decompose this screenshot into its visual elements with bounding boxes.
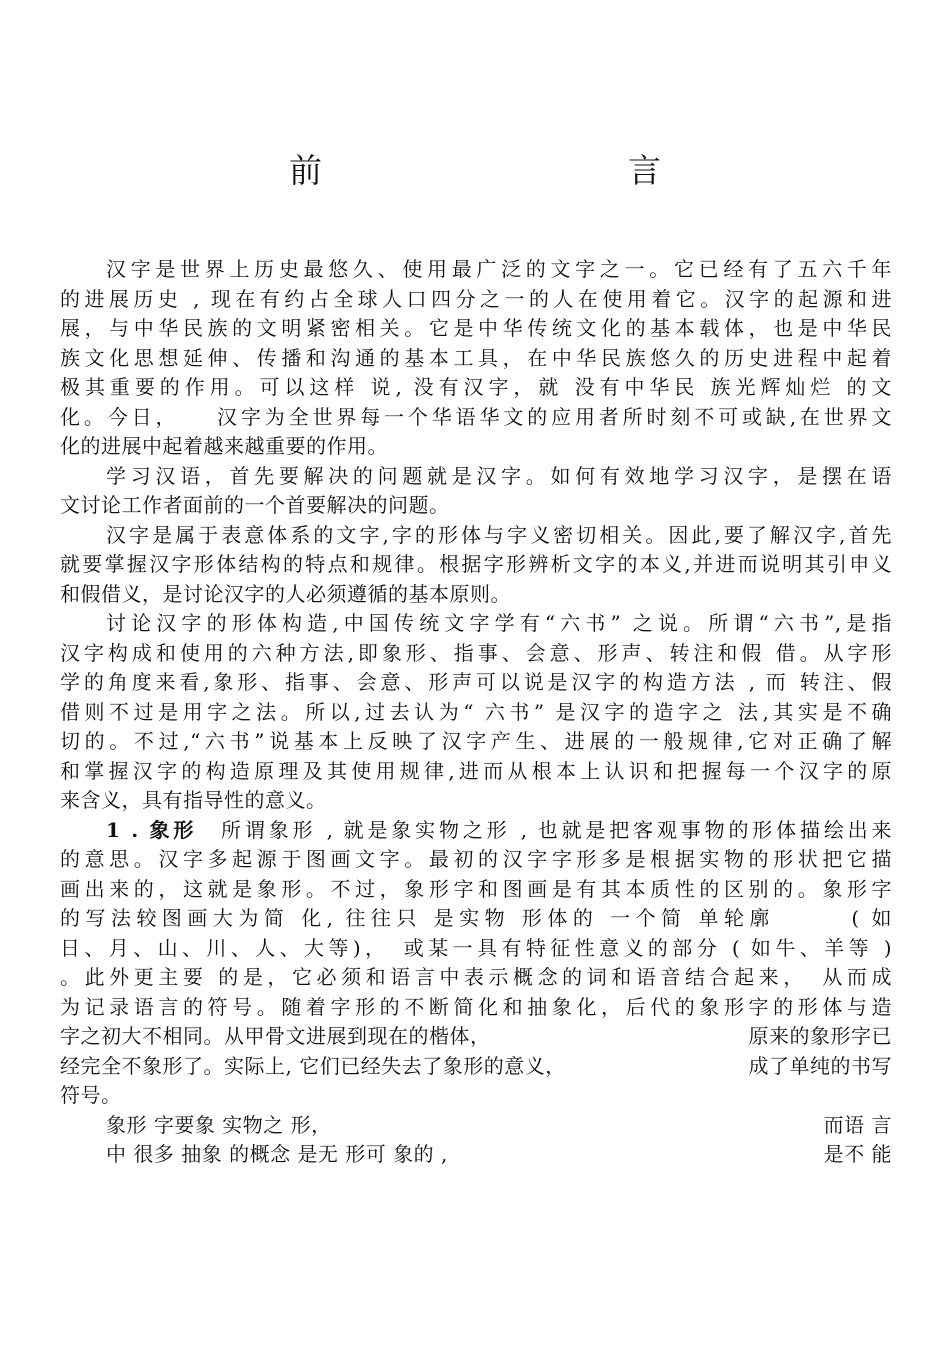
section-heading: 1 . 象形 (106, 817, 198, 842)
text-span: 原来的象形字已 (748, 1024, 892, 1048)
text-line: 就要掌握汉字形体结构的特点和规律。根据字形辨析文字的本义,并进而说明其引申义 (60, 552, 892, 576)
text-line: 族文化思想延伸、传播和沟通的基本工具，在中华民族悠久的历史进程中起着 (60, 345, 892, 370)
text-line: 的进展历史 , 现在有约占全球人口四分之一的人在使用着它。汉字的起源和进 (60, 286, 892, 311)
page-title: 前 言 (289, 151, 741, 190)
text-line: 化。今日， 汉字为全世界每一个华语华文的应用者所时刻不可或缺,在世界文 (60, 404, 892, 429)
text-span: 所谓象形 , 就是象实物之形 , 也就是把客观事物的形体描绘出来 (221, 817, 892, 842)
text-span: 中 很多 抽象 的概念 是无 形可 象的 , (106, 1142, 448, 1166)
text-line: 学习汉语，首先要解决的问题就是汉字。如何有效地学习汉字，是摆在语 (106, 463, 892, 488)
text-line: 汉字构成和使用的六种方法,即象形、指事、会意、形声、转注和假 借。从字形 (60, 640, 892, 665)
text-line (60, 1052, 892, 1082)
text-line: 文讨论工作者面前的一个首要解决的问题。 (60, 493, 450, 517)
text-line (60, 1140, 892, 1170)
section-line (60, 816, 892, 846)
text-line: 化的进展中起着越来越重要的作用。 (60, 434, 388, 458)
text-span: 字之初大不相同。从甲骨文进展到现在的楷体， (60, 1024, 491, 1048)
text-line: 为记录语言的符号。随着字形的不断简化和抽象化，后代的象形字的形体与造 (60, 994, 892, 1019)
text-line: 汉字是世界上历史最悠久、使用最广泛的文字之一。它已经有了五六千年 (106, 257, 892, 281)
text-line: 和掌握汉字的构造原理及其使用规律,进而从根本上认识和把握每一个汉字的原 (60, 758, 892, 783)
text-line (60, 1022, 892, 1052)
text-line: 极其重要的作用。可以这样 说, 没有汉字，就 没有中华民 族光辉灿烂 的文 (60, 375, 892, 399)
text-span: 是不 能 (823, 1142, 892, 1166)
text-line: 展，与中华民族的文明紧密相关。它是中华传统文化的基本载体，也是中华民 (60, 316, 892, 340)
text-line: 来含义，具有指导性的意义。 (60, 788, 327, 812)
text-line: 的意思。汉字多起源于图画文字。最初的汉字字形多是根据实物的形状把它描 (60, 847, 892, 871)
text-line: 借则不过是用字之法。所以,过去认为“ 六书” 是汉字的造字之 法,其实是不确 (60, 699, 892, 724)
text-line (60, 1111, 892, 1141)
text-line: 和假借义，是讨论汉字的人必须遵循的基本原则。 (60, 581, 511, 606)
text-span: 而语 言 (823, 1112, 892, 1137)
text-line: 汉字是属于表意体系的文字,字的形体与字义密切相关。因此,要了解汉字,首先 (106, 522, 892, 547)
text-line: 日、月、山、川、人、大等)， 或某一具有特征性意义的部分 ( 如牛、羊等 ) (60, 935, 892, 960)
text-line: 画出来的，这就是象形。不过，象形字和图画是有其本质性的区别的。象形字 (60, 876, 892, 901)
text-line: 的写法较图画大为简 化, 往往只 是实物 形体的 一个简 单轮廓 ( 如 (60, 906, 892, 930)
text-span: 象形 字要象 实物之 形， (106, 1112, 332, 1137)
body-text (60, 255, 892, 1170)
text-span: 成了单纯的书写 (748, 1053, 892, 1078)
text-line: 切的。不过,“六书”说基本上反映了汉字产生、进展的一般规律,它对正确了解 (60, 729, 892, 753)
text-line: 学的角度来看,象形、指事、会意、形声可以说是汉字的构造方法 , 而 转注、假 (60, 670, 892, 694)
text-line: 。此外更主要 的是，它必须和语言中表示概念的词和语音结合起来， 从而成 (60, 965, 892, 989)
text-span: 经完全不象形了。实际上, 它们已经失去了象形的意义， (60, 1053, 566, 1078)
text-line: 符号。 (60, 1083, 122, 1107)
text-line: 讨论汉字的形体构造,中国传统文字学有“六书” 之说。所谓“六书”,是指 (106, 611, 892, 635)
